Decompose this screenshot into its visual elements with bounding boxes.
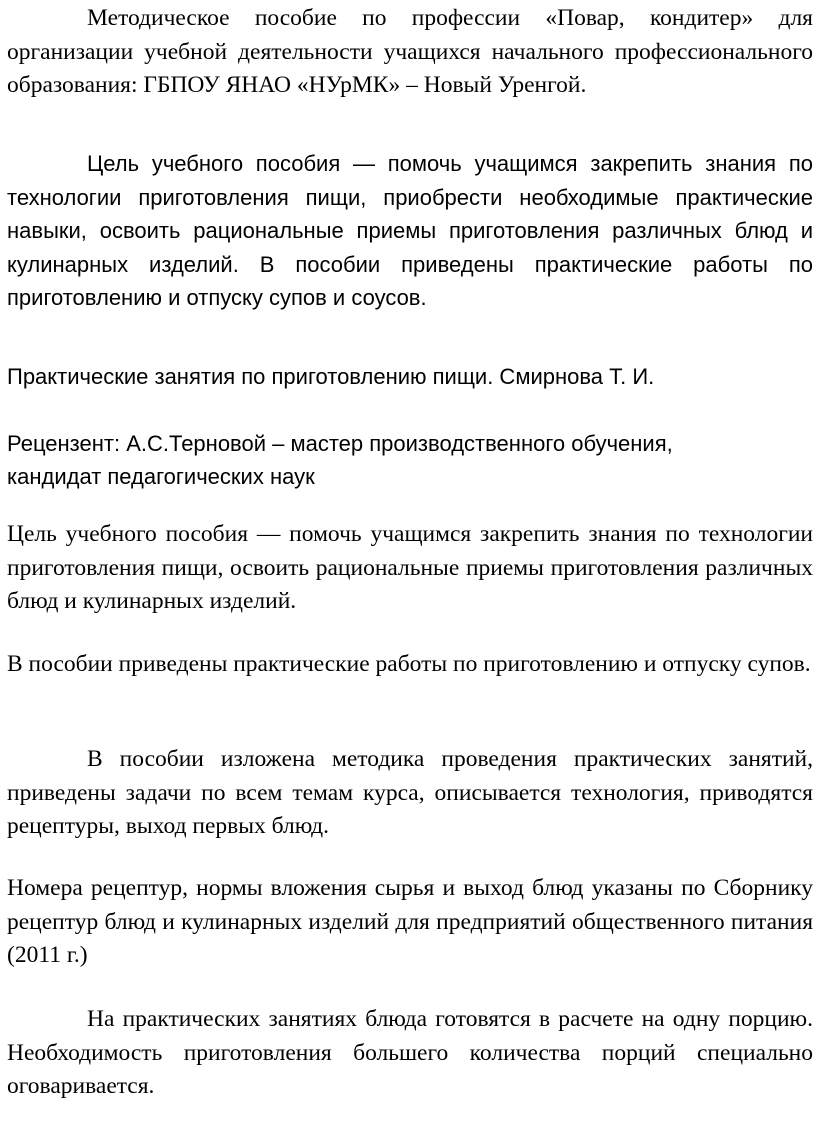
paragraph-reviewer-degree: кандидат педагогических наук <box>7 464 315 489</box>
paragraph-soups: В пособии приведены практические работы по приготовлению и отпуску супов. <box>7 651 811 677</box>
paragraph-reviewer: Рецензент: А.С.Терновой – мастер производственного обучения, <box>7 431 673 456</box>
paragraph-author: Практические занятия по приготовлению пищи. Смирнова Т. И. <box>7 364 655 389</box>
paragraph-recipes: Номера рецептур, нормы вложения сырья и выход блюд указаны по Сборнику рецептур блюд и кулинарных изделий для предприятий общественного питания (2011 г.) <box>7 875 813 968</box>
paragraph-intro: Методическое пособие по профессии «Повар, кондитер» для организации учебной деятельности учащихся начального профессионального образования: ГБПОУ ЯНАО «НУрМК» – Новый Уренгой. <box>7 5 813 98</box>
paragraph-methodology: В пособии изложена методика проведения практических занятий, приведены задачи по всем темам курса, описывается технология, приводятся рецептуры, выход первых блюд. <box>7 746 813 839</box>
paragraph-portions: На практических занятиях блюда готовятся в расчете на одну порцию. Необходимость приготовления большего количества порций специально оговаривается. <box>7 1006 813 1099</box>
paragraph-goal-1: Цель учебного пособия — помочь учащимся закрепить знания по технологии приготовления пищи, приобрести необходимые практические навыки, освоить рациональные приемы приготовления различных блюд и кулинарных изделий. В пособии приведены практические работы по приготовлению и отпуску супов и соусов. <box>7 151 813 310</box>
paragraph-goal-2: Цель учебного пособия — помочь учащимся закрепить знания по технологии приготовления пищи, освоить рациональные приемы приготовления различных блюд и кулинарных изделий. <box>7 521 813 614</box>
